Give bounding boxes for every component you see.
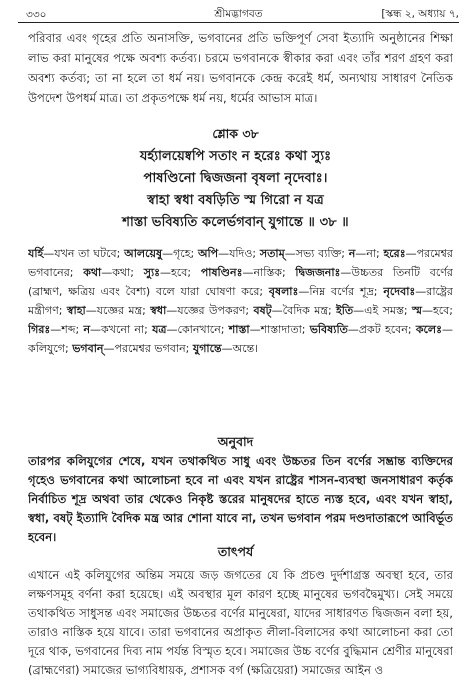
synonym-meaning: —না; — [355, 247, 384, 260]
synonym-meaning: —শাস্তাদাতা; — [249, 323, 310, 336]
canto-chapter-reference: [স্কন্ধ ২, অধ্যায় ৭, — [381, 8, 459, 20]
page-header — [18, 6, 459, 22]
synonym-word: যর্হি — [28, 247, 44, 260]
synonym-word: যুগান্তে — [192, 342, 222, 355]
synonym-meaning: —যজ্ঞের মন্ত্র; — [85, 304, 151, 317]
synonym-meaning: —যদিও; — [218, 247, 260, 260]
page-number: ৩৩০ — [26, 9, 47, 21]
synonym-word: শাস্তা — [228, 323, 250, 336]
synonym-meaning: —সভ্য ব্যক্তি; — [284, 247, 349, 260]
synonym-word: ন — [348, 247, 356, 260]
synonym-word: পাষণ্ডিনঃ — [200, 266, 243, 279]
synonym-meaning: —কলিযুগে; — [28, 323, 453, 355]
synonym-word: স্ম — [411, 304, 422, 317]
synonym-word: বষট্ — [253, 304, 272, 317]
synonym-word: স্বাহা — [66, 304, 86, 317]
synonym-word: গিরঃ — [28, 323, 51, 336]
synonym-word: স্যুঃ — [143, 266, 161, 279]
synonym-meaning: —বৈদিক মন্ত্র; — [271, 304, 337, 317]
synonym-meaning: —প্রকট হবেন; — [347, 323, 416, 336]
synonym-meaning: —যজ্ঞের উপকরণ; — [166, 304, 254, 317]
header-divider — [18, 22, 459, 23]
verse-line: স্বাহা স্বধা বষড়িতি স্ম গিরো ন যত্র — [147, 193, 324, 208]
synonym-word: দ্বিজজনাঃ — [295, 266, 341, 279]
translation-paragraph: তারপর কলিযুগের শেষে, যখন তথাকথিত সাধু এবং উচ্চতর তিন বর্ণের সম্ভ্রান্ত ব্যক্তিদের গৃহেও ভগবানের কথা আলোচনা হবে না এবং যখন রাষ্ট্রের শাসন-ব্যবস্থা জনসাধারণ কর্তৃক নির্বাচিত শূদ্র অথবা তার থেকেও নিকৃষ্ট স্তরের মানুষদের হাতে ন্যস্ত হবে, এবং যখন স্বাহা, স্বধা, বষট্ ইত্যাদি বৈদিক মন্ত্র আর শোনা যাবে না, তখন ভগবান পরম দণ্ডদাতারূপে আবির্ভূত হবেন। — [28, 454, 453, 544]
synonym-word: ইতি — [336, 304, 354, 317]
synonym-meaning: —কোনখানে; — [166, 323, 229, 336]
synonym-word: বৃষলাঃ — [268, 285, 299, 298]
synonym-meaning: —পরমেশ্বর ভগবানের; — [28, 247, 453, 279]
synonym-meaning: —এই সমস্ত; — [353, 304, 412, 317]
word-synonyms — [28, 244, 453, 434]
purport-heading: তাৎপর্য — [217, 544, 254, 559]
synonym-meaning: —রাষ্ট্রের মন্ত্রীগণ; — [28, 285, 453, 317]
synonym-word: ভবিষ্যতি — [309, 323, 348, 336]
synonym-meaning: —অন্তে। — [221, 342, 259, 355]
synonym-word: কলেঃ — [415, 323, 442, 336]
shloka-heading: শ্লোক ৩৮ — [212, 126, 259, 141]
synonym-meaning: —নাস্তিক; — [242, 266, 296, 279]
synonym-meaning: —শব্দ; — [50, 323, 84, 336]
synonym-word: যত্র — [152, 323, 167, 336]
synonym-word: সতাম্ — [259, 247, 285, 260]
synonym-word: স্বধা — [150, 304, 167, 317]
synonym-meaning: —নিম্ন বর্ণের শূদ্র; — [298, 285, 384, 298]
verse-line: শাস্তা ভবিষ্যতি কলের্ভগবান্ যুগান্তে ॥ ৩৮ ॥ — [122, 215, 349, 230]
verse-line: পাষণ্ডিনো দ্বিজজনা বৃষলা নৃদেবাঃ। — [143, 171, 328, 186]
synonym-meaning: —উচ্চতর তিনটি বর্ণের (ব্রাহ্মণ, ক্ষত্রিয় এবং বৈশ্য) বলে যারা ঘোষণা করে; — [28, 266, 453, 298]
verse-line: যর্হ্যালয়েষ্বপি সতাং ন হরেঃ কথা স্যুঃ — [139, 149, 332, 164]
book-title: শ্রীমদ্ভাগবত — [214, 8, 263, 20]
synonym-meaning: —হবে; — [421, 304, 453, 317]
synonym-word: ন — [83, 323, 91, 336]
synonym-word: হরেঃ — [383, 247, 406, 260]
synonym-word: অপি — [197, 247, 219, 260]
synonym-word: কথা — [83, 266, 102, 279]
purport-paragraph: এখানে এই কলিযুগের অন্তিম সময়ে জড় জগতের যে কি প্রচণ্ড দুর্দশাগ্রস্ত অবস্থা হবে, তার লক্ষণসমূহ বর্ণনা করা হয়েছে। এই অবস্থার মূল কারণ হচ্ছে মানুষের ভগবদ্বৈমুখ্য। সেই সময়ে তথাকথিত সাধুসন্ত এবং সমাজের উচ্চতর বর্ণের মানুষেরা, যাদের সাধারণত দ্বিজজন বলা হয়, তারাও নাস্তিক হয়ে যাবে। তারা ভগবানের অপ্রাকৃত লীলা-বিলাসের কথা আলোচনা করা তো দূরে থাক, ভগবানের দিব্য নাম পর্যন্ত বিস্মৃত হবে। সমাজের উচ্চ বর্ণের বুদ্ধিমান শ্রেণীর মানুষেরা (ব্রাহ্মণেরা) সমাজের ভাগ্যবিধায়ক, প্রশাসক বর্গ (ক্ষত্রিয়েরা) সমাজের আইন ও — [28, 568, 453, 677]
synonym-word: নৃদেবাঃ — [383, 285, 416, 298]
synonym-meaning: —পরমেশ্বর ভগবান; — [103, 342, 193, 355]
synonym-meaning: —যখন তা ঘটবে; — [43, 247, 125, 260]
synonym-meaning: —গৃহে; — [162, 247, 198, 260]
synonym-meaning: —কথা; — [101, 266, 144, 279]
synonym-word: আলয়েষু — [124, 247, 163, 260]
synonym-meaning: —কখনো না; — [90, 323, 153, 336]
synonym-meaning: —হবে; — [160, 266, 201, 279]
intro-paragraph: পরিবার এবং গৃহের প্রতি অনাসক্তি, ভগবানের প্রতি ভক্তিপূর্ণ সেবা ইত্যাদি অনুষ্ঠানের শিক্ষা লাভ করা মানুষের পক্ষে অবশ্য কর্তব্য। চরমে ভগবানকে স্বীকার করা এবং তাঁর শরণ গ্রহণ করা অবশ্য কর্তব্য; তা না হলে তা ধর্ম নয়। ভগবানকে কেন্দ্র করেই ধর্ম, অন্যথায় সাধারণ নৈতিক উপদেশ উপধর্ম মাত্র। তা প্রকৃতপক্ষে ধর্ম নয়, ধর্মের আভাস মাত্র। — [28, 31, 453, 105]
translation-heading: অনুবাদ — [217, 434, 254, 449]
synonym-word: ভগবান্ — [72, 342, 104, 355]
